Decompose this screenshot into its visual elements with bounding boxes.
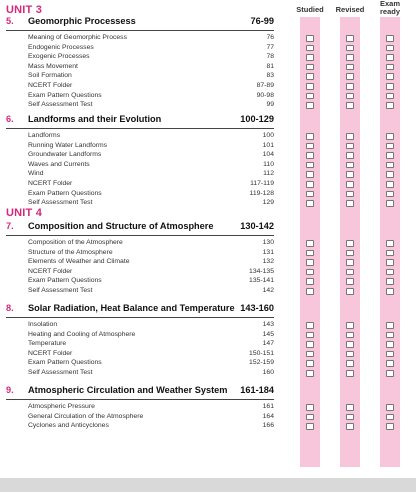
studied-checkbox[interactable] [306,351,314,358]
studied-checkbox[interactable] [306,73,314,80]
revised-checkbox[interactable] [346,191,354,198]
exam-ready-checkbox[interactable] [386,259,394,266]
exam-ready-checkbox[interactable] [386,322,394,329]
studied-checkbox[interactable] [306,200,314,207]
exam-ready-checkbox[interactable] [386,360,394,367]
topic-page: 164 [262,412,274,420]
exam-ready-checkbox[interactable] [386,404,394,411]
exam-ready-checkbox[interactable] [386,162,394,169]
topic-page: 83 [266,72,274,80]
chapter-number: 8. [6,303,14,313]
exam-ready-checkbox[interactable] [386,423,394,430]
revised-checkbox[interactable] [346,423,354,430]
topic-row [28,239,274,248]
revised-checkbox[interactable] [346,278,354,285]
exam-ready-checkbox[interactable] [386,133,394,140]
topic-page: 143 [262,321,274,328]
topic-page: 99 [266,101,274,109]
topic-row [28,151,274,160]
topic-label: Temperature [28,340,67,348]
topic-row [28,142,274,151]
studied-checkbox[interactable] [306,191,314,198]
revised-checkbox[interactable] [346,171,354,178]
topic-label: Cyclones and Anticyclones [28,422,109,430]
exam-ready-checkbox[interactable] [386,341,394,348]
chapter-divider [6,317,274,318]
revised-checkbox[interactable] [346,322,354,329]
footer-bar [0,478,416,492]
studied-checkbox[interactable] [306,332,314,339]
studied-checkbox[interactable] [306,45,314,52]
revised-checkbox[interactable] [346,414,354,421]
topic-label: Atmospheric Pressure [28,403,95,410]
chapter-title: Atmospheric Circulation and Weather System [28,385,228,395]
studied-checkbox[interactable] [306,404,314,411]
chapter-pages: 130-142 [240,221,274,231]
unit-heading: UNIT 4 [6,207,43,219]
studied-checkbox[interactable] [306,360,314,367]
topic-row [28,72,274,81]
unit-heading: UNIT 3 [6,4,43,16]
chapter-pages: 100-129 [240,114,274,124]
chapter-title: Composition and Structure of Atmosphere [28,221,214,231]
studied-checkbox[interactable] [306,423,314,430]
chapter-heading [6,303,274,316]
exam-ready-checkbox[interactable] [386,332,394,339]
topic-label: Waves and Currents [28,160,90,168]
exam-ready-checkbox[interactable] [386,64,394,71]
topic-page: 131 [262,248,274,256]
revised-checkbox[interactable] [346,83,354,90]
exam-ready-checkbox[interactable] [386,54,394,61]
chapter-title: Solar Radiation, Heat Balance and Temperature [28,303,235,313]
studied-checkbox[interactable] [306,322,314,329]
revised-checkbox[interactable] [346,351,354,358]
topic-page: 150-151 [249,349,274,357]
topic-label: Meaning of Geomorphic Process [28,34,127,41]
exam-ready-checkbox[interactable] [386,200,394,207]
studied-checkbox[interactable] [306,35,314,42]
revised-checkbox[interactable] [346,370,354,377]
studied-checkbox[interactable] [306,181,314,188]
topic-row [28,44,274,53]
revised-checkbox[interactable] [346,288,354,295]
topic-row [28,340,274,349]
studied-checkbox[interactable] [306,152,314,159]
topic-label: NCERT Folder [28,349,73,357]
topic-page: 100 [262,132,274,139]
topic-row [28,321,274,330]
topic-row [28,180,274,189]
revised-checkbox[interactable] [346,404,354,411]
topic-page: 161 [262,403,274,410]
studied-checkbox[interactable] [306,93,314,100]
chapter-divider [6,128,274,129]
revised-header: Revised [335,5,365,14]
topic-page: 78 [266,53,274,61]
topic-row [28,359,274,368]
revised-checkbox[interactable] [346,181,354,188]
topic-label: NCERT Folder [28,180,73,187]
topic-page: 117-119 [250,180,274,187]
chapter-pages: 161-184 [240,385,274,395]
topic-row [28,170,274,179]
topic-page: 76 [266,34,274,41]
chapter-divider [6,30,274,31]
topic-page: 152-159 [249,359,274,367]
revised-checkbox[interactable] [346,250,354,257]
topic-page: 81 [266,62,274,70]
revised-checkbox[interactable] [346,93,354,100]
revised-checkbox[interactable] [346,35,354,42]
topic-page: 129 [262,199,274,207]
topic-label: Insolation [28,321,58,328]
exam-ready-checkbox[interactable] [386,35,394,42]
topic-label: Running Water Landforms [28,141,108,149]
topic-row [28,403,274,412]
topic-row [28,369,274,378]
topic-row [28,287,274,296]
topic-label: Self Assessment Test [28,199,93,207]
topic-label: Self Assessment Test [28,287,93,294]
topic-page: 110 [263,160,274,168]
revised-checkbox[interactable] [346,152,354,159]
revised-checkbox[interactable] [346,259,354,266]
topic-label: Soil Formation [28,72,72,80]
revised-checkbox[interactable] [346,102,354,109]
topic-row [28,268,274,277]
exam-ready-checkbox[interactable] [386,181,394,188]
topic-row [28,132,274,141]
topic-row [28,161,274,170]
topic-page: 166 [262,422,274,430]
exam-ready-checkbox[interactable] [386,93,394,100]
topic-page: 135-141 [249,277,274,285]
exam-ready-checkbox[interactable] [386,414,394,421]
studied-checkbox[interactable] [306,269,314,276]
exam-ready-checkbox[interactable] [386,191,394,198]
exam-ready-checkbox[interactable] [386,152,394,159]
chapter-number: 5. [6,16,14,26]
studied-checkbox[interactable] [306,102,314,109]
topic-label: Exam Pattern Questions [28,91,102,99]
topic-label: Endogenic Processes [28,43,94,51]
topic-label: Wind [28,170,44,178]
studied-checkbox[interactable] [306,64,314,71]
studied-checkbox[interactable] [306,83,314,90]
topic-row [28,34,274,43]
exam-ready-checkbox[interactable] [386,171,394,178]
chapter-title: Geomorphic Processess [28,16,136,26]
topic-label: NCERT Folder [28,82,73,89]
topic-label: Groundwater Landforms [28,151,102,159]
revised-checkbox[interactable] [346,54,354,61]
exam-ready-checkbox[interactable] [386,83,394,90]
revised-checkbox[interactable] [346,200,354,207]
revised-checkbox[interactable] [346,64,354,71]
topic-page: 134-135 [249,267,274,275]
revised-checkbox[interactable] [346,341,354,348]
topic-page: 132 [262,258,274,266]
topic-row [28,258,274,267]
exam-ready-checkbox[interactable] [386,370,394,377]
topic-row [28,101,274,110]
chapter-heading [6,221,274,234]
revised-checkbox[interactable] [346,269,354,276]
studied-checkbox[interactable] [306,250,314,257]
revised-checkbox[interactable] [346,133,354,140]
chapter-title: Landforms and their Evolution [28,114,162,124]
studied-checkbox[interactable] [306,240,314,247]
topic-page: 119-128 [249,189,274,197]
studied-checkbox[interactable] [306,171,314,178]
revised-checkbox[interactable] [346,73,354,80]
topic-label: Heating and Cooling of Atmosphere [28,330,136,338]
topic-label: Exogenic Processes [28,53,90,61]
topic-label: General Circulation of the Atmosphere [28,412,144,420]
chapter-heading [6,385,274,398]
topic-label: Exam Pattern Questions [28,359,102,367]
chapter-divider [6,399,274,400]
topic-label: Exam Pattern Questions [28,277,102,285]
chapter-heading [6,16,274,29]
studied-checkbox[interactable] [306,259,314,266]
exam-ready-checkbox[interactable] [386,73,394,80]
chapter-number: 9. [6,385,14,395]
exam-ready-checkbox[interactable] [386,102,394,109]
studied-checkbox[interactable] [306,278,314,285]
chapter-divider [6,235,274,236]
topic-row [28,331,274,340]
topic-page: 101 [262,141,274,149]
studied-checkbox[interactable] [306,133,314,140]
studied-header: Studied [296,5,324,14]
studied-checkbox[interactable] [306,370,314,377]
topic-page: 87-89 [256,82,274,89]
exam-ready-header: Exam ready [379,0,400,16]
topic-page: 142 [262,287,274,294]
revised-checkbox[interactable] [346,240,354,247]
studied-checkbox[interactable] [306,288,314,295]
topic-row [28,199,274,208]
exam-ready-checkbox[interactable] [386,288,394,295]
revised-checkbox[interactable] [346,162,354,169]
chapter-pages: 76-99 [250,16,274,26]
topic-row [28,63,274,72]
topic-label: Structure of the Atmosphere [28,248,113,256]
topic-page: 112 [263,170,274,178]
topic-label: Self Assessment Test [28,101,93,109]
topic-label: NCERT Folder [28,267,73,275]
topic-page: 130 [262,239,274,246]
topic-row [28,422,274,431]
topic-label: Landforms [28,132,61,139]
topic-page: 104 [262,151,274,159]
topic-row [28,190,274,199]
exam-ready-checkbox[interactable] [386,250,394,257]
revised-checkbox[interactable] [346,360,354,367]
revised-checkbox[interactable] [346,332,354,339]
topic-label: Composition of the Atmosphere [28,239,123,246]
topic-row [28,413,274,422]
topic-label: Elements of Weather and Climate [28,258,130,266]
revised-checkbox[interactable] [346,45,354,52]
exam-ready-checkbox[interactable] [386,45,394,52]
exam-ready-checkbox[interactable] [386,351,394,358]
exam-ready-checkbox[interactable] [386,143,394,150]
topic-row [28,53,274,62]
topic-page: 77 [266,43,274,51]
chapter-number: 7. [6,221,14,231]
chapter-heading [6,114,274,127]
studied-checkbox[interactable] [306,162,314,169]
exam-ready-checkbox[interactable] [386,278,394,285]
topic-page: 160 [262,369,274,376]
topic-label: Exam Pattern Questions [28,189,102,197]
exam-ready-checkbox[interactable] [386,240,394,247]
topic-page: 145 [262,330,274,338]
topic-row [28,350,274,359]
studied-checkbox[interactable] [306,414,314,421]
topic-label: Mass Movement [28,62,78,70]
topic-row [28,277,274,286]
chapter-number: 6. [6,114,14,124]
studied-checkbox[interactable] [306,143,314,150]
studied-checkbox[interactable] [306,341,314,348]
topic-row [28,92,274,101]
chapter-pages: 143-160 [240,303,274,313]
studied-checkbox[interactable] [306,54,314,61]
exam-ready-checkbox[interactable] [386,269,394,276]
revised-checkbox[interactable] [346,143,354,150]
topic-row [28,82,274,91]
topic-label: Self Assessment Test [28,369,93,376]
topic-page: 90-98 [256,91,274,99]
topic-page: 147 [262,340,274,348]
topic-row [28,249,274,258]
